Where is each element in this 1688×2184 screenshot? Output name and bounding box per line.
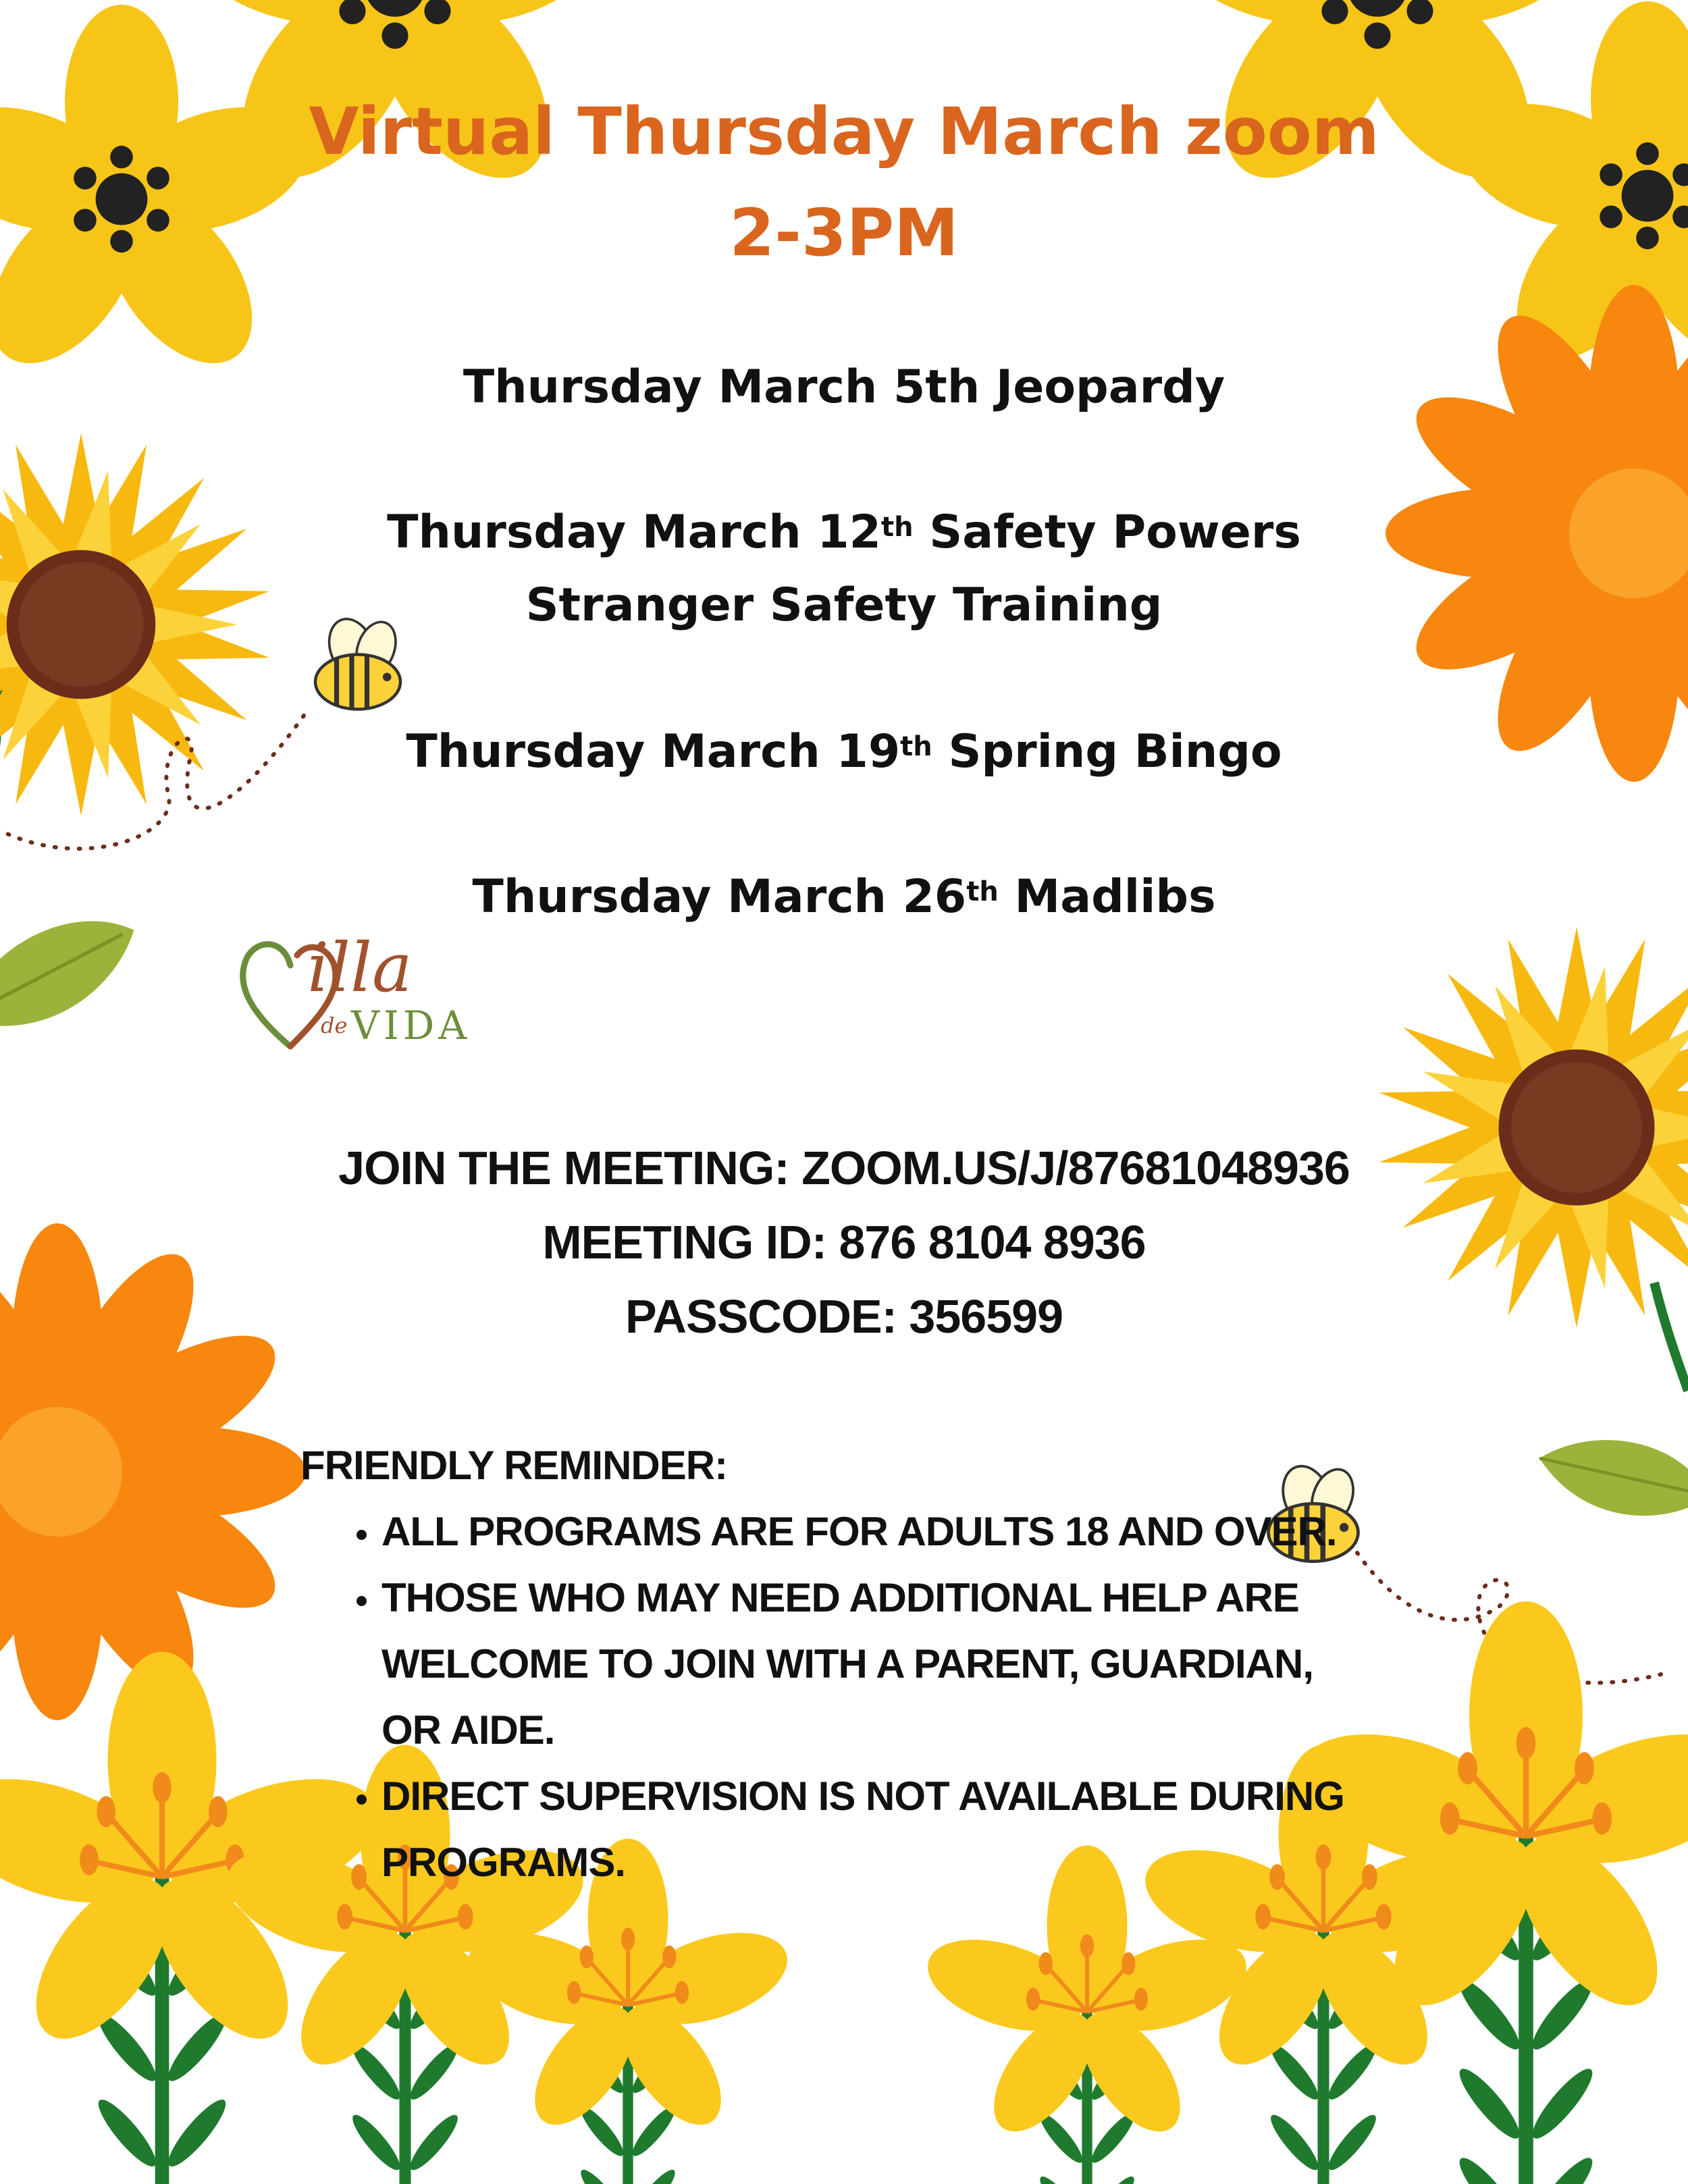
event-4-date: Thursday March 26	[472, 870, 967, 924]
reminder-item: • THOSE WHO MAY NEED ADDITIONAL HELP ARE WELCOME TO JOIN WITH A PARENT, GUARDIAN, OR AIDE.	[381, 1565, 1354, 1763]
event-3-suffix: th	[900, 731, 932, 762]
reminder-item: • DIRECT SUPERVISION IS NOT AVAILABLE DURING PROGRAMS.	[381, 1763, 1354, 1896]
event-4	[0, 861, 1688, 934]
logo-sub: VIDA	[351, 1003, 471, 1048]
friendly-reminder	[300, 1433, 1354, 1896]
event-4-name: Madlibs	[1014, 870, 1216, 924]
event-3-name: Spring Bingo	[948, 725, 1282, 778]
event-1	[0, 351, 1688, 424]
reminder-item: • ALL PROGRAMS ARE FOR ADULTS 18 AND OVER.	[381, 1499, 1354, 1565]
event-2	[0, 496, 1688, 642]
event-2-suffix: th	[880, 512, 914, 543]
reminder-list	[300, 1499, 1354, 1896]
event-1-name: Jeopardy	[995, 361, 1225, 414]
event-2-name: Safety Powers	[929, 506, 1301, 559]
event-3	[0, 716, 1688, 789]
meeting-id: MEETING ID: 876 8104 8936	[542, 1216, 1146, 1269]
meeting-passcode: PASSCODE: 356599	[625, 1290, 1063, 1343]
villa-de-vida-logo	[233, 928, 503, 1063]
event-2-date: Thursday March 12	[387, 506, 881, 559]
event-4-suffix: th	[966, 876, 999, 907]
title-line-2: 2-3PM	[729, 195, 959, 271]
event-1-date: Thursday March 5th	[463, 361, 980, 414]
reminder-heading: FRIENDLY REMINDER:	[300, 1443, 728, 1488]
page-title	[0, 81, 1688, 284]
meeting-info	[0, 1131, 1688, 1354]
event-2-line-2: Stranger Safety Training	[525, 579, 1163, 632]
logo-de: de	[321, 1013, 348, 1038]
title-line-1: Virtual Thursday March zoom	[309, 94, 1379, 169]
logo-word: illa	[307, 928, 413, 1007]
event-3-date: Thursday March 19	[406, 725, 901, 778]
meeting-join-link[interactable]: JOIN THE MEETING: ZOOM.US/J/87681048936	[338, 1142, 1350, 1194]
